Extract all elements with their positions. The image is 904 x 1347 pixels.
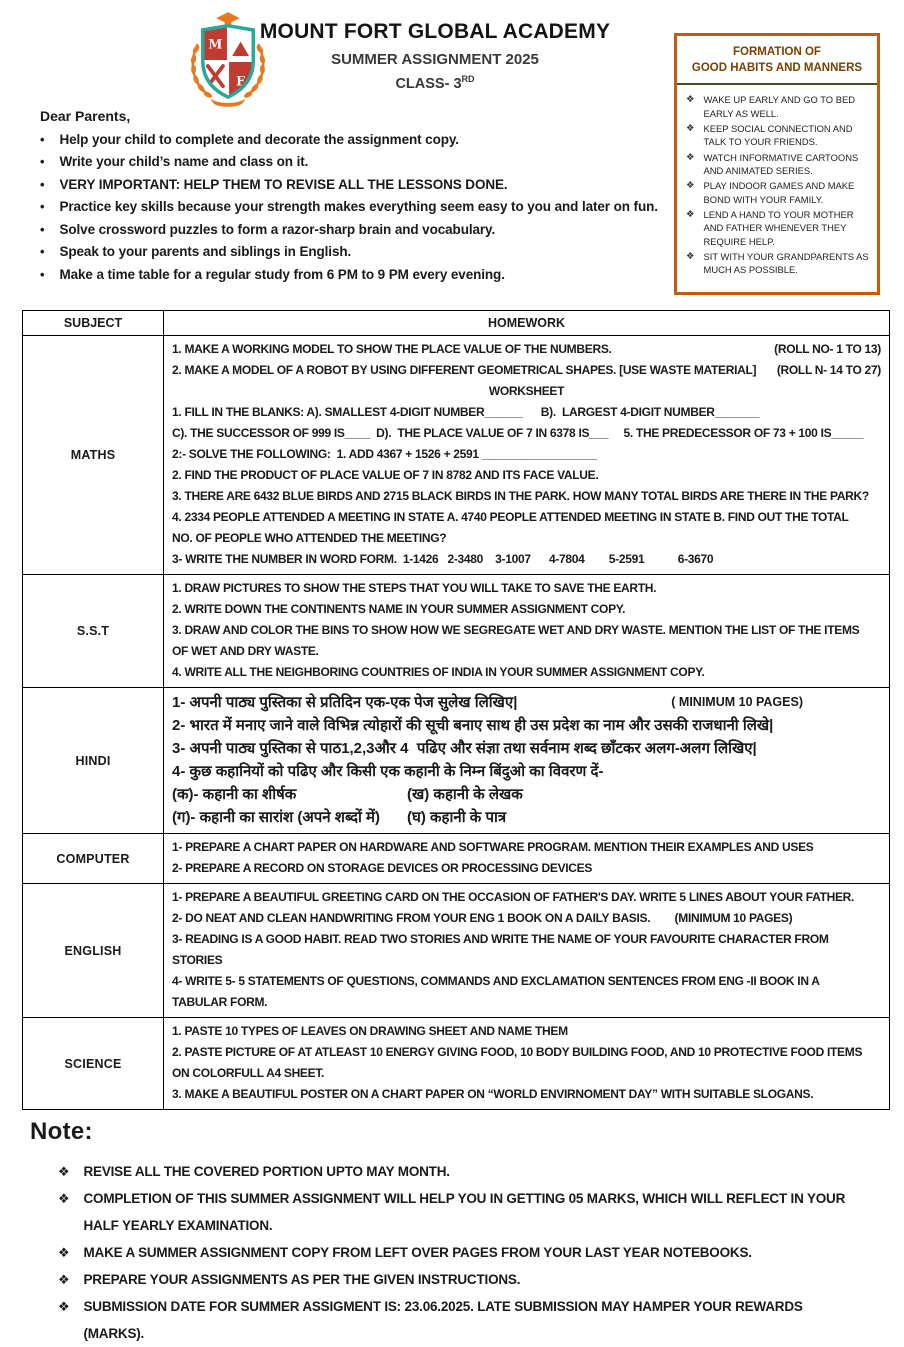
diamond-bullet-icon: ❖ (58, 1191, 70, 1206)
habits-divider (677, 83, 877, 85)
parent-instruction-text: VERY IMPORTANT: HELP THEM TO REVISE ALL THE LESSONS DONE. (59, 176, 508, 192)
homework-line-col: (ख) कहानी के लेखक (407, 786, 523, 803)
homework-line (172, 737, 881, 760)
homework-cell (164, 884, 890, 1018)
svg-text:F: F (236, 73, 246, 89)
homework-line-text: 4- कुछ कहानियों को पढिए और किसी एक कहानी के निम्न बिंदुओ का विवरण दें- (172, 763, 604, 780)
homework-line (172, 360, 881, 381)
bullet-icon: • (40, 176, 45, 192)
parent-instruction-item (40, 244, 670, 259)
bullet-icon: • (40, 244, 45, 259)
homework-line (172, 783, 881, 806)
homework-line (172, 641, 881, 662)
homework-line (172, 714, 881, 737)
diamond-bullet-icon: ❖ (686, 94, 695, 106)
note-item (58, 1158, 848, 1185)
homework-line-text: 2:- SOLVE THE FOLLOWING: 1. ADD 4367 + 1526 + 2591 __________________ (172, 447, 597, 461)
note-item-text: SUBMISSION DATE FOR SUMMER ASSIGMENT IS: 23.06.2025. LATE SUBMISSION MAY HAMPER YOUR REWARDS (MARKS). (83, 1299, 803, 1341)
homework-line (172, 381, 881, 402)
habit-item (686, 250, 870, 277)
habit-text: PLAY INDOOR GAMES AND MAKE BOND WITH YOUR FAMILY. (703, 180, 855, 205)
habit-item (686, 208, 870, 248)
table-row (23, 688, 890, 834)
class-ordinal: RD (461, 74, 475, 84)
bullet-icon: • (40, 154, 45, 169)
parent-instruction-item (40, 199, 670, 214)
homework-line-text: 2. WRITE DOWN THE CONTINENTS NAME IN YOUR SUMMER ASSIGNMENT COPY. (172, 602, 626, 616)
habit-text: LEND A HAND TO YOUR MOTHER AND FATHER WHENEVER THEY REQUIRE HELP. (703, 208, 854, 247)
habit-text: WATCH INFORMATIVE CARTOONS AND ANIMATED SERIES. (703, 151, 859, 176)
homework-line (172, 887, 881, 908)
parents-instructions (40, 108, 670, 282)
homework-line-text: ON COLORFULL A4 SHEET. (172, 1066, 325, 1080)
homework-line-text: 4. 2334 PEOPLE ATTENDED A MEETING IN STATE A. 4740 PEOPLE ATTENDED MEETING IN STATE B. FIND OUT THE TOTAL (172, 510, 849, 524)
habit-text: SIT WITH YOUR GRANDPARENTS AS MUCH AS POSSIBLE. (703, 250, 869, 276)
homework-line (172, 444, 881, 465)
homework-line-text: 3. MAKE A BEAUTIFUL POSTER ON A CHART PAPER ON “WORLD ENVIRNOMENT DAY” WITH SUITABLE SLOGANS. (172, 1087, 814, 1101)
parent-instruction-item (40, 177, 670, 192)
table-row (23, 1018, 890, 1110)
subject-cell: ENGLISH (23, 884, 164, 1018)
homework-line (172, 691, 881, 714)
homework-line (172, 1063, 881, 1084)
homework-line (172, 339, 881, 360)
homework-cell (164, 575, 890, 688)
column-header-homework: HOMEWORK (164, 311, 890, 336)
note-list (58, 1158, 848, 1347)
column-header-subject: SUBJECT (23, 311, 164, 336)
note-item (58, 1185, 848, 1239)
homework-line-text: 2. MAKE A MODEL OF A ROBOT BY USING DIFFERENT GEOMETRICAL SHAPES. [USE WASTE MATERIAL] (172, 363, 757, 377)
homework-line (172, 599, 881, 620)
homework-line (172, 837, 881, 858)
note-item-text: MAKE A SUMMER ASSIGNMENT COPY FROM LEFT OVER PAGES FROM YOUR LAST YEAR NOTEBOOKS. (83, 1245, 752, 1260)
diamond-bullet-icon: ❖ (686, 180, 695, 192)
parent-instruction-text: Solve crossword puzzles to form a razor-sharp brain and vocabulary. (59, 221, 496, 237)
note-item-text: COMPLETION OF THIS SUMMER ASSIGNMENT WILL HELP YOU IN GETTING 05 MARKS, WHICH WILL REFLECT IN YOUR HALF YEARLY EXAMINATION. (83, 1191, 846, 1233)
diamond-bullet-icon: ❖ (58, 1164, 70, 1179)
diamond-bullet-icon: ❖ (686, 250, 695, 262)
homework-line-text: TABULAR FORM. (172, 995, 268, 1009)
homework-line (172, 465, 881, 486)
homework-line (172, 423, 881, 444)
roll-number-note: (ROLL N- 14 TO 27) (776, 363, 881, 377)
homework-line (172, 402, 881, 423)
homework-line (172, 760, 881, 783)
homework-table (22, 310, 890, 1110)
subject-cell: SCIENCE (23, 1018, 164, 1110)
homework-line-text: 3. DRAW AND COLOR THE BINS TO SHOW HOW WE SEGREGATE WET AND DRY WASTE. MENTION THE LIST OF THE ITEMS (172, 623, 860, 637)
homework-line (172, 528, 881, 549)
homework-line (172, 992, 881, 1013)
homework-line-text: 3- WRITE THE NUMBER IN WORD FORM. 1-1426 2-3480 3-1007 4-7804 5-2591 6-3670 (172, 552, 714, 566)
habit-item (686, 122, 870, 149)
note-item-text: REVISE ALL THE COVERED PORTION UPTO MAY MONTH. (83, 1164, 450, 1179)
habit-item (686, 151, 870, 178)
homework-line (172, 971, 881, 992)
diamond-bullet-icon: ❖ (686, 122, 695, 134)
parent-instruction-item (40, 267, 670, 282)
homework-line-col: (क)- कहानी का शीर्षक (172, 786, 297, 803)
homework-line-text: C). THE SUCCESSOR OF 999 IS____ D). THE PLACE VALUE OF 7 IN 6378 IS___ 5. THE PREDECESSOR OF 73 + 100 IS_____ (172, 426, 864, 440)
diamond-bullet-icon: ❖ (58, 1245, 70, 1260)
note-item-text: PREPARE YOUR ASSIGNMENTS AS PER THE GIVEN INSTRUCTIONS. (83, 1272, 521, 1287)
habits-title-line2: GOOD HABITS AND MANNERS (691, 62, 863, 75)
homework-line (172, 858, 881, 879)
homework-line-text: 4- WRITE 5- 5 STATEMENTS OF QUESTIONS, COMMANDS AND EXCLAMATION SENTENCES FROM ENG -II BOOK IN A (172, 974, 820, 988)
parent-instruction-text: Help your child to complete and decorate the assignment copy. (59, 131, 459, 147)
page-title: MOUNT FORT GLOBAL ACADEMY (259, 20, 611, 43)
homework-line-text: 3- अपनी पाठ्य पुस्तिका से पाठ1,2,3और 4 पढिए और संज्ञा तथा सर्वनाम शब्द छाँटकर अलग-अलग लिखिए| (172, 740, 757, 757)
homework-line-col: (घ) कहानी के पात्र (407, 809, 507, 826)
bullet-icon: • (40, 131, 45, 147)
parent-instruction-text: Write your child’s name and class on it. (59, 154, 309, 169)
homework-line-text: 2- भारत में मनाए जाने वाले विभिन्न त्योहारों की सूची बनाए साथ ही उस प्रदेश का नाम और उसकी राजधानी लिखे| (172, 717, 774, 734)
roll-number-note: (ROLL NO- 1 TO 13) (774, 342, 881, 356)
habits-list (684, 93, 870, 276)
homework-line (172, 806, 881, 829)
homework-line (172, 908, 881, 929)
diamond-bullet-icon: ❖ (686, 151, 695, 163)
note-item (58, 1239, 848, 1266)
table-row (23, 575, 890, 688)
parents-list (40, 132, 670, 282)
diamond-bullet-icon: ❖ (58, 1272, 70, 1287)
habit-item (686, 93, 870, 120)
parent-instruction-text: Make a time table for a regular study from 6 PM to 9 PM every evening. (59, 266, 505, 282)
homework-line (172, 1042, 881, 1063)
homework-line (172, 486, 881, 507)
homework-line (172, 507, 881, 528)
page-header (0, 0, 904, 302)
bullet-icon: • (40, 221, 45, 237)
homework-cell (164, 1018, 890, 1110)
subject-cell: HINDI (23, 688, 164, 834)
homework-line (172, 929, 881, 950)
table-header-row (23, 311, 890, 336)
parent-instruction-item (40, 222, 670, 237)
homework-line-text: 1- अपनी पाठ्य पुस्तिका से प्रतिदिन एक-एक पेज सुलेख लिखिए| (172, 694, 518, 711)
homework-line (172, 662, 881, 683)
bullet-icon: • (40, 266, 45, 282)
habits-box-title (684, 44, 870, 76)
subject-cell: MATHS (23, 336, 164, 575)
homework-line-text: WORKSHEET (488, 384, 565, 398)
svg-text:M: M (208, 36, 223, 52)
homework-line-text: 4. WRITE ALL THE NEIGHBORING COUNTRIES OF INDIA IN YOUR SUMMER ASSIGNMENT COPY. (172, 665, 705, 679)
subject-cell: COMPUTER (23, 834, 164, 884)
homework-line-text: STORIES (172, 953, 223, 967)
diamond-bullet-icon: ❖ (686, 208, 695, 220)
homework-line-text: 1. FILL IN THE BLANKS: A). SMALLEST 4-DIGIT NUMBER______ B). LARGEST 4-DIGIT NUMBER_______ (172, 405, 760, 419)
homework-line (172, 1084, 881, 1105)
homework-line (172, 549, 881, 570)
note-item (58, 1293, 848, 1347)
homework-cell (164, 688, 890, 834)
homework-line-text: OF WET AND DRY WASTE. (172, 644, 319, 658)
habit-text: WAKE UP EARLY AND GO TO BED EARLY AS WELL. (703, 94, 855, 119)
title-block (200, 20, 670, 92)
homework-cell (164, 336, 890, 575)
homework-line-text: 2. FIND THE PRODUCT OF PLACE VALUE OF 7 IN 8782 AND ITS FACE VALUE. (172, 468, 599, 482)
bullet-icon: • (40, 199, 45, 214)
diamond-bullet-icon: ❖ (58, 1299, 70, 1314)
salutation: Dear Parents, (40, 108, 131, 124)
homework-line-text: 1. DRAW PICTURES TO SHOW THE STEPS THAT YOU WILL TAKE TO SAVE THE EARTH. (172, 581, 657, 595)
habit-text: KEEP SOCIAL CONNECTION AND TALK TO YOUR FRIENDS. (703, 122, 853, 148)
homework-line (172, 578, 881, 599)
homework-line-text: NO. OF PEOPLE WHO ATTENDED THE MEETING? (172, 531, 447, 545)
homework-line-text: 2. PASTE PICTURE OF AT ATLEAST 10 ENERGY GIVING FOOD, 10 BODY BUILDING FOOD, AND 10 PROTECTIVE FOOD ITEMS (172, 1045, 863, 1059)
table-row (23, 884, 890, 1018)
parent-instruction-text: Practice key skills because your strength makes everything seem easy to you and later on fun. (59, 199, 658, 214)
homework-cell (164, 834, 890, 884)
homework-line-col: (ग)- कहानी का सारांश (अपने शब्दों में) (172, 809, 380, 826)
assignment-subtitle: SUMMER ASSIGNMENT 2025 (331, 51, 539, 68)
homework-line-text: 3- READING IS A GOOD HABIT. READ TWO STORIES AND WRITE THE NAME OF YOUR FAVOURITE CHARACTER FROM (172, 932, 829, 946)
parent-instruction-item (40, 154, 670, 169)
habits-title-line1: FORMATION OF (733, 46, 821, 58)
habit-item (686, 179, 870, 206)
homework-line (172, 1021, 881, 1042)
note-title: Note: (30, 1118, 93, 1145)
homework-line-text: 1- PREPARE A BEAUTIFUL GREETING CARD ON THE OCCASION OF FATHER'S DAY. WRITE 5 LINES ABOUT YOUR FATHER. (172, 890, 855, 904)
homework-line (172, 620, 881, 641)
parent-instruction-item (40, 132, 670, 147)
table-row (23, 834, 890, 884)
homework-line-text: 1. PASTE 10 TYPES OF LEAVES ON DRAWING SHEET AND NAME THEM (172, 1024, 568, 1038)
homework-line-text: 2- PREPARE A RECORD ON STORAGE DEVICES OR PROCESSING DEVICES (172, 861, 593, 875)
homework-line-text: 1. MAKE A WORKING MODEL TO SHOW THE PLACE VALUE OF THE NUMBERS. (172, 342, 612, 356)
homework-line-text: 3. THERE ARE 6432 BLUE BIRDS AND 2715 BLACK BIRDS IN THE PARK. HOW MANY TOTAL BIRDS ARE THERE IN THE PARK? (172, 489, 869, 503)
parent-instruction-text: Speak to your parents and siblings in English. (59, 244, 352, 259)
class-text: CLASS- 3 (395, 75, 462, 92)
homework-line-text: 2- DO NEAT AND CLEAN HANDWRITING FROM YOUR ENG 1 BOOK ON A DAILY BASIS. (MINIMUM 10 PAGES) (172, 911, 793, 925)
habits-box (674, 33, 880, 295)
subject-cell: S.S.T (23, 575, 164, 688)
table-row (23, 336, 890, 575)
homework-line (172, 950, 881, 971)
pages-note: ( MINIMUM 10 PAGES) (671, 695, 803, 709)
homework-line-text: 1- PREPARE A CHART PAPER ON HARDWARE AND SOFTWARE PROGRAM. MENTION THEIR EXAMPLES AND USES (172, 840, 814, 854)
note-section (30, 1118, 874, 1347)
class-label (200, 74, 670, 92)
